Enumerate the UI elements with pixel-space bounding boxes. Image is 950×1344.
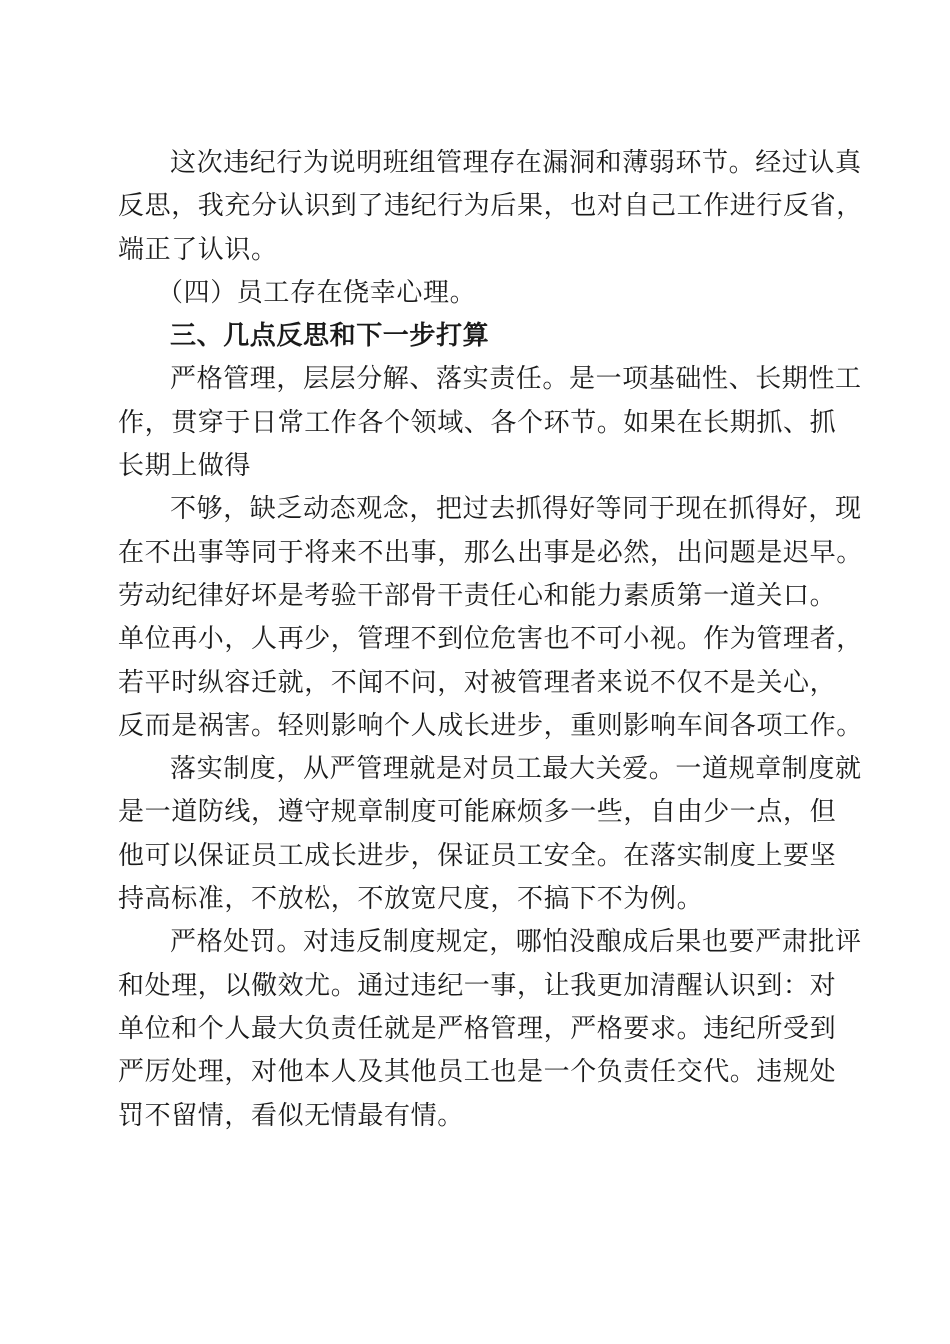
text-line: 和处理，以儆效尤。通过违纪一事，让我更加清醒认识到：对: [118, 970, 837, 1001]
text-line: 作，贯穿于日常工作各个领域、各个环节。如果在长期抓、抓: [118, 407, 837, 438]
subheading-four: （四）员工存在侥幸心理。: [157, 277, 477, 308]
text-line: 单位和个人最大负责任就是严格管理，严格要求。违纪所受到: [118, 1013, 837, 1044]
section-heading-three: 三、几点反思和下一步打算: [170, 321, 490, 352]
text-line: 严格处罚。对违反制度规定，哪怕没酿成后果也要严肃批评: [170, 927, 862, 958]
text-line: 这次违纪行为说明班组管理存在漏洞和薄弱环节。经过认真: [170, 148, 862, 178]
text-line: 持高标准，不放松，不放宽尺度，不搞下不为例。: [118, 884, 704, 915]
paragraph-strict-management: [118, 358, 862, 488]
paragraph-insufficient: [118, 488, 863, 748]
paragraph-strict-punishment: [118, 921, 862, 1137]
text-line: 在不出事等同于将来不出事，那么出事是必然，出问题是迟早。: [118, 537, 863, 568]
text-line: 是一道防线，遵守规章制度可能麻烦多一些，自由少一点，但: [118, 797, 837, 828]
text-line: 长期上做得: [118, 451, 252, 482]
text-line: 劳动纪律好坏是考验干部骨干责任心和能力素质第一道关口。: [118, 580, 837, 611]
paragraph-implement-system: [118, 748, 862, 921]
text-line: 端正了认识。: [118, 234, 278, 265]
text-line: 严格管理，层层分解、落实责任。是一项基础性、长期性工: [170, 364, 862, 395]
text-line: 严厉处理，对他本人及其他员工也是一个负责任交代。违规处: [118, 1057, 837, 1088]
paragraph-reflection: [118, 142, 863, 272]
text-line: 反思，我充分认识到了违纪行为后果，也对自己工作进行反省，: [118, 191, 863, 222]
document-body: [118, 142, 863, 1138]
text-line: 不够，缺乏动态观念，把过去抓得好等同于现在抓得好，现: [170, 494, 862, 525]
text-line: 单位再小，人再少，管理不到位危害也不可小视。作为管理者，: [118, 624, 863, 655]
text-line: 反而是祸害。轻则影响个人成长进步，重则影响车间各项工作。: [118, 710, 863, 741]
text-line: 落实制度，从严管理就是对员工最大关爱。一道规章制度就: [170, 754, 862, 785]
text-line: 他可以保证员工成长进步，保证员工安全。在落实制度上要坚: [118, 840, 837, 871]
text-line: 罚不留情，看似无情最有情。: [118, 1100, 464, 1131]
text-line: 若平时纵容迁就，不闻不问，对被管理者来说不仅不是关心，: [118, 667, 837, 698]
